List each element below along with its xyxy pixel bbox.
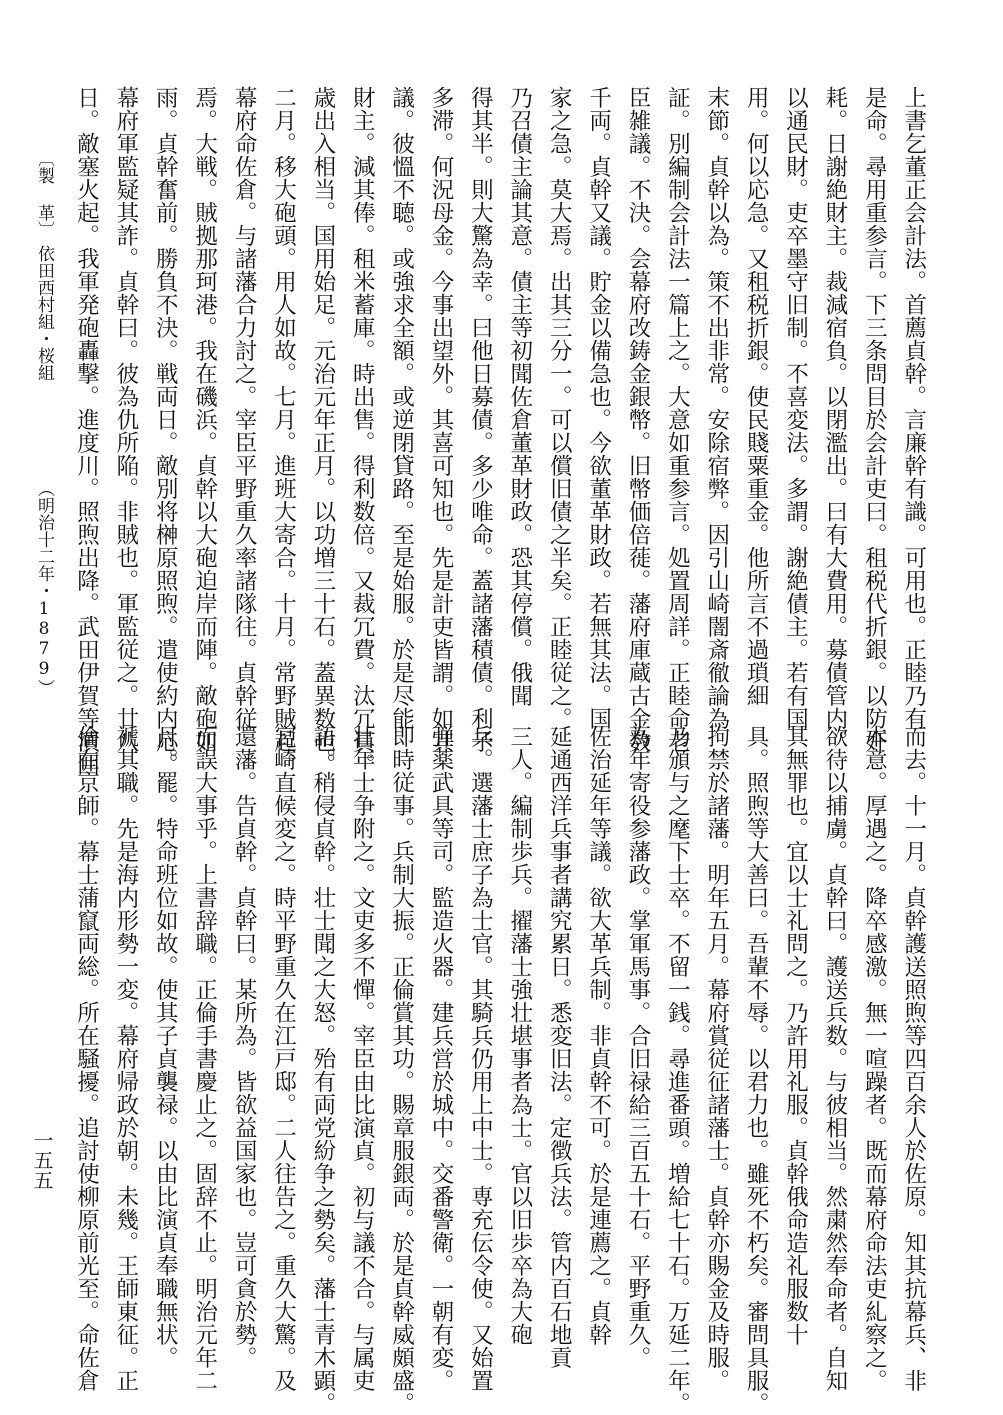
text-column: 以通民財。吏卒墨守旧制。不喜変法。多謂。謝絶債主。若有国	[782, 86, 809, 730]
running-head-era: （明治十二年・1879）	[34, 480, 54, 696]
text-column: 三人。編制歩兵。擢藩士強壮堪事者為士。官以旧歩卒為大砲	[506, 725, 533, 1346]
text-column: 雨。貞幹奮前。勝負不決。戦両日。敵別将榊原照煦。遣使約内応。	[152, 86, 179, 776]
running-head-section: 〔製 革〕	[34, 150, 54, 238]
text-column: 用。何以応急。又租税折銀。使民賤粟重金。他所言不過瑣細	[743, 86, 770, 707]
text-column: 語。稍侵貞幹。壮士聞之大怒。殆有両党紛争之勢矣。藩士青木顕。	[309, 725, 336, 1415]
text-column: 焉。大戦。賊拠那珂港。我在磯浜。貞幹以大砲迫岸而陣。敵砲如	[191, 86, 218, 753]
text-column: 財主。減其俸。租米蓄庫。時出售。得利数倍。又裁冗費。汰冗員。	[349, 86, 376, 776]
text-column: 乃召債主論其意。債主等初聞佐倉董革財政。恐其停償。俄聞	[506, 86, 533, 707]
text-column: 佐治延年等議。欲大革兵制。非貞幹不可。於是連薦之。貞幹	[585, 725, 612, 1346]
text-column: 弾薬武具等司。監造火器。建兵営於城中。交番警衛。一朝有変。	[428, 725, 455, 1392]
text-column: 而去。十一月。貞幹護送照煦等四百余人於佐原。知其抗幕兵、非	[900, 725, 927, 1392]
text-column: 延通西洋兵事者講究累日。悉変旧法。定徴兵法。管内百石地貢	[546, 725, 573, 1369]
text-column: 幕府命佐倉。与諸藩合力討之。宰臣平野重久率諸隊往。貞幹従	[231, 86, 258, 730]
text-column: 二月。移大砲頭。用人如故。七月。進班大寄合。十月。常野賊起。	[270, 86, 297, 776]
text-column: 本意。厚遇之。降卒感激。無一喧躁者。既而幕府命法吏糺察之。	[861, 725, 888, 1392]
text-column: 議。彼慍不聴。或強求全額。或逆閉貸路。至是始服。於是尽能	[388, 86, 415, 730]
text-column: 其無罪也。宜以士礼問之。乃許用礼服。貞幹俄命造礼服数十	[782, 725, 809, 1346]
text-column: 家之急。莫大焉。出其三分一。可以償旧債之半矣。正睦従之。	[546, 86, 573, 730]
text-column: 兵。選藩士庶子為士官。其騎兵仍用上中士。専充伝令使。又始置	[467, 725, 494, 1392]
text-column: 即時従事。兵制大振。正倫賞其功。賜章服銀両。於是貞幹威頗盛。	[388, 725, 415, 1415]
text-column: 為年寄役参藩政。掌軍馬事。合旧禄給三百五十石。平野重久。	[624, 725, 651, 1369]
text-column: 臣雑議。不決。会幕府改鋳金銀幣。旧幣価倍蓰。藩府庫蔵古金数	[624, 86, 651, 753]
page-number: 一五五	[30, 1130, 54, 1190]
text-column: 欲待以捕虜。貞幹曰。護送兵数。与彼相当。然粛然奉命者。自知	[821, 725, 848, 1392]
running-head-title: 依田西村組・桜組	[34, 245, 54, 381]
text-column: 是命。尋用重参言。下三条問目於会計吏曰。租税代折銀。以防奸	[861, 86, 888, 753]
text-column: 倫在京師。幕士蒲竄両総。所在騒擾。追討使柳原前光至。命佐倉	[73, 725, 100, 1392]
text-column: 歳出入相当。国用始足。元治元年正月。以功増三十石。蓋異数也。	[309, 86, 336, 776]
text-column: 褫其職。先是海内形勢一変。幕府帰政於朝。未幾。王師東征。正	[112, 725, 139, 1392]
text-column: 月。罷。特命班位如故。使其子貞襲禄。以由比演貞奉職無状。	[152, 725, 179, 1369]
text-column: 具。照煦等大善曰。吾輩不辱。以君力也。雖死不朽矣。審問具服。	[743, 725, 770, 1415]
text-column: 得其半。則大驚為幸。曰他日募債。多少唯命。蓋諸藩積債。利子	[467, 86, 494, 753]
text-column: 証。別編制会計法一篇上之。大意如重参言。処置周詳。正睦命老	[664, 86, 691, 753]
text-column: 乃頒与之麾下士卒。不留一銭。尋進番頭。増給七十石。万延二年。	[664, 725, 691, 1415]
text-column: 日。敵塞火起。我軍発砲轟撃。進度川。照煦出降。武田伊賀等潰囲	[73, 86, 100, 776]
text-column: 幕府軍監疑其詐。貞幹曰。彼為仇所陥。非賊也。軍監従之。廿八	[112, 86, 139, 753]
lower-text-block	[73, 725, 927, 1415]
text-column: 還藩。告貞幹。貞幹曰。某所為。皆欲益国家也。豈可貪於勢。	[231, 725, 258, 1369]
text-column: 而誤大事乎。上書辞職。正倫手書慶止之。固辞不止。明治元年二	[191, 725, 218, 1392]
text-column: 宮崎直候変之。時平野重久在江戸邸。二人往告之。重久大驚。及	[270, 725, 297, 1392]
upper-text-block	[73, 86, 927, 776]
text-column: 拘禁於諸藩。明年五月。幕府賞従征諸藩士。貞幹亦賜金及時服。	[703, 725, 730, 1392]
text-column: 壮年士争附之。文吏多不憚。宰臣由比演貞。初与議不合。与属吏	[349, 725, 376, 1392]
text-column: 耗。日謝絶財主。裁減宿負。以閉濫出。曰有大費用。募債管内。	[821, 86, 848, 753]
text-column: 多滞。何況母金。今事出望外。其喜可知也。先是計吏皆謂。如其	[428, 86, 455, 753]
text-column: 千両。貞幹又議。貯金以備急也。今欲董革財政。若無其法。国	[585, 86, 612, 730]
text-column: 上書乞董正会計法。首薦貞幹。言廉幹有識。可用也。正睦乃有	[900, 86, 927, 730]
text-column: 末節。貞幹以為。策不出非常。安除宿弊。因引山崎闇斎徹論為	[703, 86, 730, 730]
